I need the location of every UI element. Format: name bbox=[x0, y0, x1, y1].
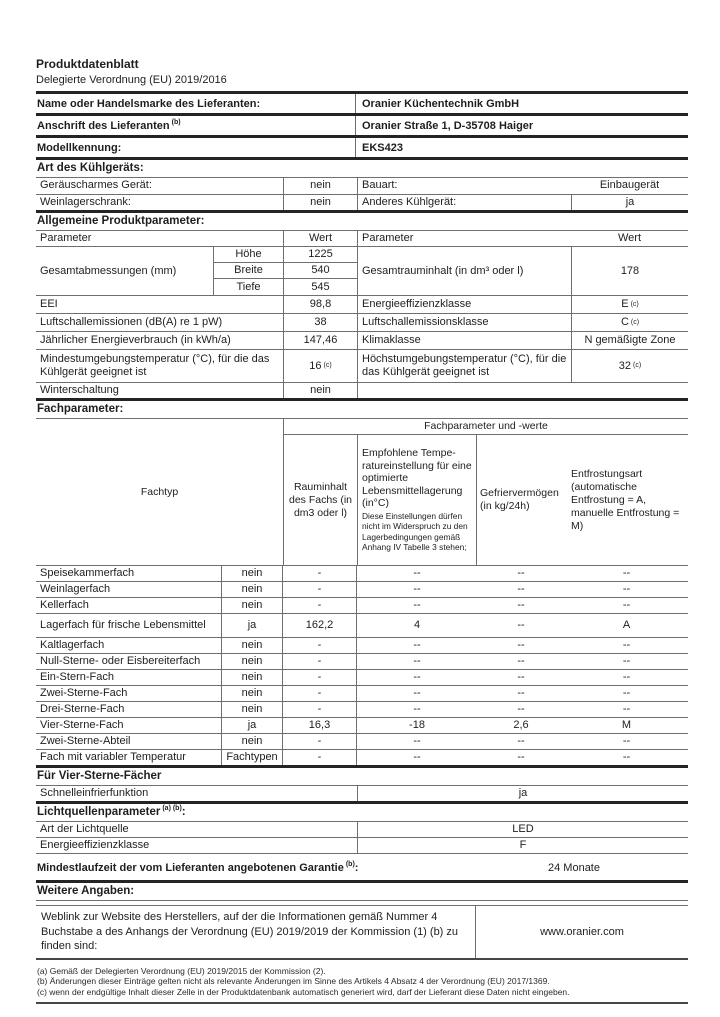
general-row-winter bbox=[36, 383, 688, 398]
divider bbox=[36, 1002, 688, 1004]
min-ambient-value: 16 (c) bbox=[283, 350, 357, 382]
col-header-fachtyp: Fachtyp bbox=[140, 485, 179, 498]
fach-row-zwei-sterne: Zwei-Sterne-Fach nein - -- -- -- bbox=[36, 686, 688, 701]
footnote-marker: (a) (b) bbox=[162, 805, 182, 813]
model-label: Modellkennung: bbox=[37, 141, 122, 154]
annual-energy-label: Jährlicher Energieverbrauch (in kWh/a) bbox=[40, 334, 231, 346]
weblink-row bbox=[36, 905, 688, 960]
energy-class-label: Energieeffizienzklasse bbox=[357, 296, 571, 313]
noise-value: 38 bbox=[283, 314, 357, 331]
noise-class-label: Luftschallemissionsklasse bbox=[357, 314, 571, 331]
footnote-a: (a) Gemäß der Delegierten Verordnung (EU) 2019/2015 der Kommission (2). bbox=[37, 965, 326, 976]
fast-freeze-value: ja bbox=[357, 786, 688, 801]
fach-row-variable-temperatur: Fach mit variabler Temperatur Fachtypen - -- -- -- bbox=[36, 750, 688, 765]
section-heading-general: Allgemeine Produktparameter: bbox=[37, 215, 205, 227]
type-row2-value2: ja bbox=[571, 195, 688, 211]
annual-energy-value: 147,46 bbox=[283, 332, 357, 349]
col-header-entfrostungsart: Entfrostungsart (automatische Entfrostung = A, manuelle Entfrostung = M) bbox=[571, 467, 680, 532]
temperatur-note: Diese Einstellungen dürfen nicht im Widerspruch zu den Lagerbedingungen gemäß Anhang IV Tabelle 3 stehen; bbox=[362, 510, 468, 553]
general-header-row bbox=[36, 231, 688, 246]
supplier-name-label: Name oder Handelsmarke des Lieferanten: bbox=[37, 97, 261, 110]
eei-value: 98,8 bbox=[283, 296, 357, 313]
fach-row-drei-sterne: Drei-Sterne-Fach nein - -- -- -- bbox=[36, 702, 688, 717]
supplier-address-row bbox=[36, 116, 688, 135]
fach-row-ein-stern: Ein-Stern-Fach nein - -- -- -- bbox=[36, 670, 688, 685]
col-header-wert-left: Wert bbox=[283, 231, 357, 246]
fach-row-null-sterne: Null-Sterne- oder Eisbereiterfach nein - -- -- -- bbox=[36, 654, 688, 669]
fast-freeze-row bbox=[36, 786, 688, 801]
dimension-value-tiefe: 545 bbox=[283, 279, 357, 295]
type-row2-label2: Anderes Kühlgerät: bbox=[357, 195, 571, 211]
dimensions-label: Gesamtabmessungen (mm) bbox=[40, 264, 177, 277]
climate-class-value: N gemäßigte Zone bbox=[571, 332, 688, 349]
section-heading-four-star: Für Vier-Sterne-Fächer bbox=[37, 770, 162, 782]
light-efficiency-label: Energieeffizienzklasse bbox=[40, 839, 150, 851]
supplier-address-value: Oranier Straße 1, D-35708 Haiger bbox=[355, 116, 688, 135]
type-row2-label: Weinlagerschrank: bbox=[40, 195, 131, 208]
light-efficiency-row bbox=[36, 838, 688, 853]
winter-value: nein bbox=[283, 383, 357, 398]
light-source-label: Art der Lichtquelle bbox=[40, 823, 129, 835]
noise-class-value: C (c) bbox=[571, 314, 688, 331]
light-source-value: LED bbox=[357, 822, 688, 837]
section-heading-more: Weitere Angaben: bbox=[37, 885, 135, 897]
warranty-label: Mindestlaufzeit der vom Lieferanten angebotenen Garantie $^{(b)}$: bbox=[37, 861, 359, 874]
section-heading-fach: Fachparameter: bbox=[37, 403, 124, 415]
model-row bbox=[36, 138, 688, 157]
type-row1-value2: Einbaugerät bbox=[599, 179, 660, 192]
type-row1-label: Geräuscharmes Gerät: bbox=[40, 179, 152, 192]
col-header-parameter-left: Parameter bbox=[40, 232, 92, 244]
min-ambient-label: Mindestumgebungstemperatur (°C), für die das Kühlgerät geeignet ist bbox=[40, 353, 270, 378]
fach-header-block bbox=[36, 419, 688, 565]
weblink-value: www.oranier.com bbox=[475, 906, 688, 958]
dimension-name-breite: Breite bbox=[213, 263, 283, 279]
regulation-subtitle: Delegierte Verordnung (EU) 2019/2016 bbox=[36, 74, 227, 86]
col-header-temperatur: Empfohlene Tempe-ratureinstellung für eine optimierte Lebensmittellagerung (in°C) Diese Einstellungen dürfen nicht im Widerspruch zu den Lagerbedingungen gemäß Anhang IV Tabelle 3 stehen; bbox=[357, 435, 477, 565]
type-row-2 bbox=[36, 195, 688, 211]
dimension-name-hoehe: Höhe bbox=[213, 247, 283, 263]
dimension-value-breite: 540 bbox=[283, 263, 357, 279]
total-volume-value: 178 bbox=[571, 247, 688, 295]
noise-label: Luftschallemissionen (dB(A) re 1 pW) bbox=[40, 316, 223, 328]
fach-row-speisekammerfach: Speisekammerfach nein - -- -- -- bbox=[36, 566, 688, 581]
general-row-ambient-temp bbox=[36, 350, 688, 382]
fach-group-header: Fachparameter und -werte bbox=[283, 419, 688, 435]
fast-freeze-label: Schnelleinfrierfunktion bbox=[40, 787, 149, 799]
winter-label: Winterschaltung bbox=[40, 384, 119, 396]
winter-empty-cell bbox=[357, 383, 688, 398]
warranty-row bbox=[36, 860, 688, 876]
type-row-1 bbox=[36, 178, 688, 194]
col-header-gefriervermoegen: Gefriervermögen (in kg/24h) bbox=[480, 487, 559, 512]
fach-row-lagerfach-frische: Lagerfach für frische Lebensmittel ja 162,2 4 -- A bbox=[36, 614, 688, 637]
type-row2-value: nein bbox=[283, 195, 357, 211]
spacer bbox=[36, 901, 688, 903]
fach-row-zwei-sterne-abteil: Zwei-Sterne-Abteil nein - -- -- -- bbox=[36, 734, 688, 749]
datasheet-content bbox=[36, 57, 688, 1004]
dimension-name-tiefe: Tiefe bbox=[213, 279, 283, 295]
fach-row-kaltlagerfach: Kaltlagerfach nein - -- -- -- bbox=[36, 638, 688, 653]
max-ambient-label: Höchstumgebungstemperatur (°C), für die das Kühlgerät geeignet ist bbox=[357, 350, 571, 382]
energy-class-value: E (c) bbox=[571, 296, 688, 313]
footnote-marker: (b) bbox=[345, 861, 355, 869]
footnote-c: (c) wenn der endgültige Inhalt dieser Zelle in der Produktdatenbank automatisch generiert wird, darf der Lieferant diese Daten nicht eingeben. bbox=[37, 986, 570, 997]
col-header-rauminhalt: Rauminhalt des Fachs (in dm3 oder l) bbox=[283, 435, 357, 565]
light-efficiency-value: F bbox=[357, 838, 688, 853]
supplier-name-row bbox=[36, 94, 688, 113]
supplier-address-label: Anschrift des Lieferanten $^{(b)}$ bbox=[37, 118, 181, 132]
section-heading-type: Art des Kühlgeräts: bbox=[37, 162, 144, 174]
total-volume-label: Gesamtrauminhalt (in dm³ oder l) bbox=[357, 247, 571, 295]
col-header-wert-right: Wert bbox=[617, 232, 642, 244]
general-row-eei bbox=[36, 296, 688, 313]
fach-row-vier-sterne: Vier-Sterne-Fach ja 16,3 -18 2,6 M bbox=[36, 718, 688, 733]
light-source-row bbox=[36, 822, 688, 837]
section-heading-light: Lichtquellenparameter $^{(a) (b)}$: bbox=[37, 805, 186, 818]
eei-label: EEI bbox=[40, 298, 58, 310]
supplier-name-value: Oranier Küchentechnik GmbH bbox=[355, 94, 688, 113]
model-value: EKS423 bbox=[355, 138, 688, 157]
warranty-value: 24 Monate bbox=[548, 862, 600, 874]
col-header-parameter-right: Parameter bbox=[357, 231, 571, 246]
dimensions-block bbox=[36, 247, 688, 295]
footnotes bbox=[36, 966, 688, 998]
footnote-b: (b) Änderungen dieser Einträge gelten nicht als relevante Änderungen im Sinne des Artikels 4 Absatz 4 der Verordnung (EU) 2017/1369. bbox=[37, 976, 550, 987]
fach-row-weinlagerfach: Weinlagerfach nein - -- -- -- bbox=[36, 582, 688, 597]
dimension-value-hoehe: 1225 bbox=[283, 247, 357, 263]
type-row1-value: nein bbox=[283, 178, 357, 194]
type-row1-label2: Bauart: bbox=[357, 178, 571, 194]
divider bbox=[36, 853, 688, 854]
climate-class-label: Klimaklasse bbox=[357, 332, 571, 349]
fach-row-kellerfach: Kellerfach nein - -- -- -- bbox=[36, 598, 688, 613]
weblink-label: Weblink zur Website des Herstellers, auf der die Informationen gemäß Nummer 4 Buchstabe a des Anhangs der Verordnung (EU) 2019/2019 der Kommission (1) (b) zu finden sind: bbox=[41, 911, 459, 952]
footnote-marker: (b) bbox=[171, 118, 181, 126]
page-title: Produktdatenblatt bbox=[36, 57, 139, 71]
general-row-noise bbox=[36, 314, 688, 331]
max-ambient-value: 32 (c) bbox=[571, 350, 688, 382]
general-row-energy bbox=[36, 332, 688, 349]
